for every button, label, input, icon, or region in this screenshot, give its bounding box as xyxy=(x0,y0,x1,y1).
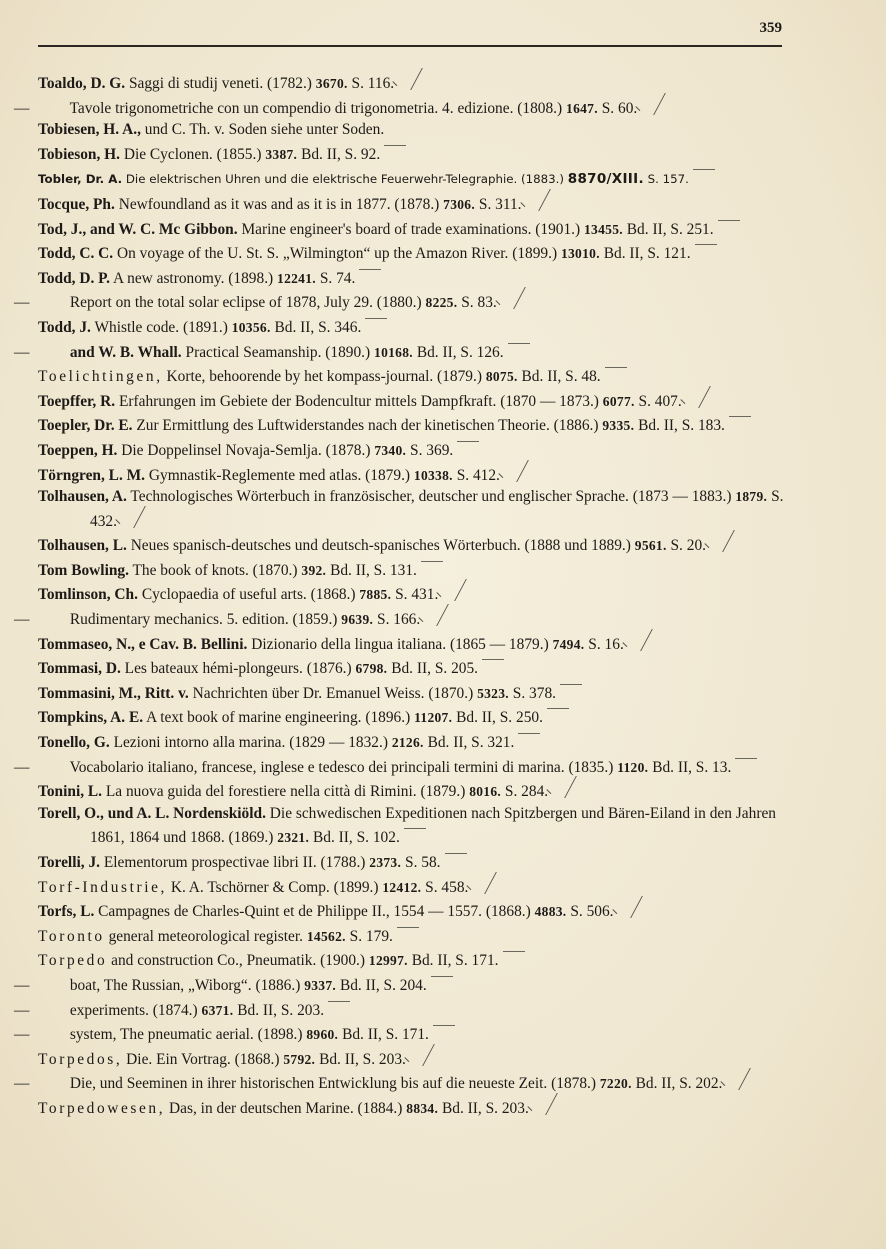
catalog-subentry xyxy=(14,339,808,364)
entry-shelf-number: 13010. xyxy=(560,246,600,262)
pencil-dash-icon xyxy=(499,947,525,965)
catalog-entry xyxy=(38,631,808,656)
entry-author: Torpedowesen, xyxy=(38,1099,166,1117)
entry-title: Die Cyclonen. (1855.) xyxy=(123,145,262,163)
entry-author: Tonello, G. xyxy=(38,734,110,752)
catalog-entry xyxy=(38,437,808,462)
entry-title: Die elektrischen Uhren und die elektrische Feuerwehr-Telegraphie. (1883.) xyxy=(125,172,565,187)
entry-title: Practical Seamanship. (1890.) xyxy=(185,343,371,361)
catalog-entry xyxy=(38,680,808,705)
entry-shelf-number: 13455. xyxy=(584,221,623,237)
entry-title: Rudimentary mechanics. 5. edition. (1859.) xyxy=(69,611,338,629)
entry-title: Campagnes de Charles-Quint et de Philippe II., 1554 — 1557. (1868.) xyxy=(98,903,531,921)
entry-page-ref: Bd. II, S. 202. xyxy=(635,1075,723,1093)
entry-title: Zur Ermittlung des Luftwiderstandes nach der kinetischen Theorie. (1886.) xyxy=(136,417,599,435)
checkmark-icon xyxy=(706,532,732,550)
entry-shelf-number: 10356. xyxy=(231,319,271,335)
checkmark-icon xyxy=(117,508,143,526)
entry-author: Tommasini, M., Ritt. v. xyxy=(38,684,189,702)
pencil-dash-icon xyxy=(543,704,569,722)
entry-author: Toelichtingen, xyxy=(38,368,163,386)
catalog-entry xyxy=(38,412,808,437)
pencil-dash-icon xyxy=(400,824,426,842)
catalog-entry xyxy=(38,532,808,557)
entry-page-ref: Bd. II, S. 346. xyxy=(274,318,362,336)
entry-title: Das, in der deutschen Marine. (1884.) xyxy=(169,1099,403,1117)
entry-title: The book of knots. (1870.) xyxy=(132,561,298,579)
pencil-dash-icon xyxy=(731,754,757,772)
entry-dash: — xyxy=(14,343,30,361)
entry-author: Tommaseo, N., e Cav. B. Bellini. xyxy=(38,635,248,653)
entry-title: boat, The Russian, „Wiborg“. (1886.) xyxy=(69,976,301,994)
entry-title: Korte, behoorende by het kompass-journal. (1879.) xyxy=(166,368,482,386)
entry-author: Tobiesen, H. A., xyxy=(38,121,141,139)
pencil-dash-icon xyxy=(478,655,504,673)
entry-author: Torell, O., und A. L. Nordenskiöld. xyxy=(38,804,266,822)
entry-title: general meteorological register. xyxy=(108,927,304,945)
checkmark-icon xyxy=(529,1095,555,1113)
entry-author: Törngren, L. M. xyxy=(38,466,146,484)
entry-title: Nachrichten über Dr. Emanuel Weiss. (1870.) xyxy=(192,684,474,702)
checkmark-icon xyxy=(624,631,650,649)
entry-page-ref: Bd. II, S. 48. xyxy=(521,368,601,386)
entry-shelf-number: 3670. xyxy=(315,76,348,91)
entry-page-ref: S. 166. xyxy=(377,611,421,629)
catalog-subentry xyxy=(14,606,808,631)
entry-page-ref: Bd. II, S. 203. xyxy=(319,1050,406,1068)
checkmark-icon xyxy=(406,1046,432,1064)
entry-page-ref: Bd. II, S. 171. xyxy=(411,952,499,970)
entry-author: Tobler, Dr. A. xyxy=(38,172,123,187)
entry-page-ref: Bd. II, S. 250. xyxy=(456,709,543,727)
pencil-dash-icon xyxy=(380,141,406,159)
entry-dash: — xyxy=(14,758,30,776)
catalog-entry xyxy=(38,655,808,680)
entry-shelf-number: 6077. xyxy=(602,393,635,409)
entry-page-ref: S. 311. xyxy=(478,195,522,213)
entry-title: Cyclopaedia of useful arts. (1868.) xyxy=(141,586,356,604)
entry-dash: — xyxy=(14,1075,30,1093)
entry-author: Torelli, J. xyxy=(38,854,100,871)
entry-title: Vocabolario italiano, francese, inglese e tedesco dei principali termini di marina. (1835.) xyxy=(69,758,614,776)
entry-shelf-number: 9561. xyxy=(634,538,667,554)
pencil-dash-icon xyxy=(355,265,381,283)
entry-title: Gymnastik-Reglemente med atlas. (1879.) xyxy=(148,466,411,484)
catalog-subentry xyxy=(14,1070,808,1095)
pencil-dash-icon xyxy=(714,216,740,234)
entry-page-ref: Bd. II, S. 126. xyxy=(416,343,504,361)
entry-author: Todd, D. P. xyxy=(38,269,111,287)
checkmark-icon xyxy=(394,70,420,88)
catalog-entry xyxy=(38,388,808,413)
page-number: 359 xyxy=(759,20,782,36)
entry-shelf-number: 392. xyxy=(301,562,327,578)
entry-page-ref: S. 83. xyxy=(461,294,497,312)
catalog-entry xyxy=(38,314,808,339)
entry-author: Tod, J., and W. C. Mc Gibbon. xyxy=(38,220,238,238)
entry-author: Tobieson, H. xyxy=(38,145,120,163)
entry-page-ref: Bd. II, S. 102. xyxy=(313,829,400,847)
entry-author: Todd, J. xyxy=(38,318,91,336)
entry-page-ref: Bd. II, S. 92. xyxy=(301,145,381,163)
entry-page-ref: S. 74. xyxy=(319,269,356,287)
entry-dash: — xyxy=(14,1026,30,1044)
entry-dash: — xyxy=(14,1001,30,1019)
entry-shelf-number: 8960. xyxy=(306,1027,339,1043)
entry-shelf-number: 7885. xyxy=(359,587,392,603)
catalog-entry xyxy=(38,874,808,899)
catalog-entry xyxy=(38,486,808,532)
entry-page-ref: S. 407. xyxy=(638,392,682,410)
entry-page-ref: Bd. II, S. 13. xyxy=(652,758,732,776)
checkmark-icon xyxy=(438,581,464,599)
entry-page-ref: Bd. II, S. 183. xyxy=(638,417,725,435)
entry-page-ref: S. 432. xyxy=(90,488,784,530)
entry-title: Die. Ein Vortrag. (1868.) xyxy=(126,1050,280,1068)
entry-shelf-number: 8225. xyxy=(425,295,458,311)
entry-author: Tompkins, A. E. xyxy=(38,709,144,727)
pencil-dash-icon xyxy=(691,240,717,258)
entry-page-ref: S. 369. xyxy=(410,441,454,459)
entry-title: Die Doppelinsel Novaja-Semlja. (1878.) xyxy=(121,441,371,459)
entry-author: Todd, C. C. xyxy=(38,245,114,263)
entry-title: Die schwedischen Expeditionen nach Spitzbergen und Bären-Eiland in den Jahren 1861, 1864 und 1868. (1869.) xyxy=(90,804,776,847)
entry-author: Tonini, L. xyxy=(38,783,103,801)
entry-title: Les bateaux hémi-plongeurs. (1876.) xyxy=(124,660,352,678)
entry-shelf-number: 8016. xyxy=(469,784,502,800)
entry-shelf-number: 5792. xyxy=(283,1051,316,1067)
entry-page-ref: Bd. II, S. 251. xyxy=(626,220,714,238)
catalog-subentry xyxy=(14,997,808,1022)
entry-shelf-number: 7306. xyxy=(443,196,476,212)
pencil-dash-icon xyxy=(429,1021,455,1039)
catalog-entry xyxy=(38,849,808,874)
entry-title: Whistle code. (1891.) xyxy=(94,318,228,336)
catalog-subentry xyxy=(14,1021,808,1046)
entry-author: Toepffer, R. xyxy=(38,392,116,410)
entry-author: and W. B. Whall. xyxy=(69,343,182,361)
entry-shelf-number: 9639. xyxy=(341,612,374,628)
entry-page-ref: Bd. II, S. 121. xyxy=(603,245,691,263)
entry-page-ref: S. 284. xyxy=(504,783,549,801)
entry-shelf-number: 5323. xyxy=(477,685,509,701)
checkmark-icon xyxy=(722,1070,748,1088)
entry-title: Dizionario della lingua italiana. (1865 — 1879.) xyxy=(251,635,549,653)
catalog-entry xyxy=(38,778,808,803)
catalog-subentry xyxy=(14,754,808,779)
entry-shelf-number: 1879. xyxy=(735,489,768,505)
entry-page-ref: S. 412. xyxy=(456,466,500,484)
entry-author: Tolhausen, A. xyxy=(38,488,127,506)
checkmark-icon xyxy=(500,462,526,480)
checkmark-icon xyxy=(497,289,523,307)
entry-shelf-number: 11207. xyxy=(414,710,453,726)
entry-shelf-number: 7340. xyxy=(374,442,407,458)
pencil-dash-icon xyxy=(324,997,350,1015)
pencil-dash-icon xyxy=(514,729,540,747)
entry-shelf-number: 7494. xyxy=(552,636,585,652)
catalog-entry xyxy=(38,191,808,216)
catalog-subentry xyxy=(14,972,808,997)
pencil-dash-icon xyxy=(453,437,479,455)
entry-title: experiments. (1874.) xyxy=(69,1001,198,1019)
checkmark-icon xyxy=(637,95,663,113)
entry-page-ref: S. 378. xyxy=(512,684,556,702)
pencil-dash-icon xyxy=(417,557,443,575)
entry-shelf-number: 9335. xyxy=(602,418,635,434)
entry-dash: — xyxy=(14,99,30,117)
catalog-entry xyxy=(38,240,808,265)
entry-author: Toepler, Dr. E. xyxy=(38,417,133,435)
checkmark-icon xyxy=(522,191,548,209)
entry-shelf-number: 4883. xyxy=(534,904,567,920)
entry-page-ref: Bd. II, S. 203. xyxy=(237,1001,325,1019)
pencil-dash-icon xyxy=(361,314,387,332)
entry-shelf-number: 8075. xyxy=(485,369,518,385)
catalog-entry xyxy=(38,1046,808,1071)
entry-title: Report on the total solar eclipse of 1878, July 29. (1880.) xyxy=(69,294,422,312)
entry-page-ref: Bd. II, S. 205. xyxy=(391,660,479,678)
catalog-entry xyxy=(38,803,808,849)
entry-title: system, The pneumatic aerial. (1898.) xyxy=(69,1026,303,1044)
entry-page-ref: S. 16. xyxy=(588,635,624,653)
entry-title: Neues spanisch-deutsches und deutsch-spanisches Wörterbuch. (1888 und 1889.) xyxy=(130,537,631,555)
entry-shelf-number: 10168. xyxy=(374,344,413,360)
catalog-entry xyxy=(38,557,808,582)
checkmark-icon xyxy=(614,898,640,916)
entry-shelf-number: 12412. xyxy=(382,879,422,895)
entry-page-ref: Bd. II, S. 204. xyxy=(339,976,427,994)
pencil-dash-icon xyxy=(601,363,627,381)
entry-shelf-number: 2321. xyxy=(277,830,310,846)
entry-author: Torpedo xyxy=(38,952,108,970)
catalog-entry xyxy=(38,165,808,191)
entry-page-ref: S. 60. xyxy=(601,99,638,117)
catalog-entry xyxy=(38,581,808,606)
entry-title: Erfahrungen im Gebiete der Bodencultur mittels Dampfkraft. (1870 — 1873.) xyxy=(118,392,599,410)
catalog-subentry xyxy=(14,289,808,314)
pencil-dash-icon xyxy=(725,412,751,430)
entry-title: Newfoundland as it was and as it is in 1877. (1878.) xyxy=(118,195,440,213)
entry-author: Toaldo, D. G. xyxy=(38,75,126,92)
entry-shelf-number: 6371. xyxy=(201,1002,234,1018)
entry-author: Tom Bowling. xyxy=(38,561,129,579)
entry-page-ref: S. 458. xyxy=(425,878,469,896)
pencil-dash-icon xyxy=(689,165,715,183)
catalog-entry xyxy=(38,704,808,729)
entry-page-ref: Bd. II, S. 321. xyxy=(427,734,515,752)
entry-page-ref: S. 157. xyxy=(647,172,689,187)
entry-author: Torpedos, xyxy=(38,1050,123,1068)
entry-dash: — xyxy=(14,611,30,629)
entry-page-ref: S. 179. xyxy=(349,927,393,945)
entry-author: Tommasi, D. xyxy=(38,660,121,678)
entry-page-ref: S. 116. xyxy=(351,75,395,92)
entry-page-ref: S. 58. xyxy=(405,854,441,871)
catalog-entry xyxy=(38,923,808,948)
entry-author: Tocque, Ph. xyxy=(38,195,115,213)
pencil-dash-icon xyxy=(504,339,530,357)
entry-page-ref: S. 20. xyxy=(670,537,706,555)
entry-page-ref: Bd. II, S. 203. xyxy=(442,1099,529,1117)
entry-author: Tomlinson, Ch. xyxy=(38,586,138,604)
entry-author: Tolhausen, L. xyxy=(38,537,127,555)
entry-title: Die, und Seeminen in ihrer historischen Entwicklung bis auf die neueste Zeit. (1878.) xyxy=(69,1075,597,1093)
entry-shelf-number: 3387. xyxy=(265,146,298,162)
entry-shelf-number: 10338. xyxy=(413,467,453,483)
entry-title: Technologisches Wörterbuch in französischer, deutscher und englischer Sprache. (1873 — 1883.) xyxy=(130,488,732,506)
entry-title: Lezioni intorno alla marina. (1829 — 1832.) xyxy=(113,734,388,752)
catalog-entry xyxy=(38,70,808,95)
entry-shelf-number: 8834. xyxy=(406,1100,439,1116)
entry-title: A text book of marine engineering. (1896.) xyxy=(146,709,411,727)
catalog-entry xyxy=(38,216,808,241)
entry-author: Torf-Industrie, xyxy=(38,878,167,896)
pencil-dash-icon xyxy=(556,680,582,698)
entry-shelf-number: 14562. xyxy=(306,928,346,944)
entry-dash: — xyxy=(14,294,30,312)
catalog-entry xyxy=(38,1095,808,1120)
entry-author: Toronto xyxy=(38,927,105,945)
entry-title: Elementorum prospectivae libri II. (1788.) xyxy=(103,854,366,871)
entry-title: A new astronomy. (1898.) xyxy=(113,269,274,287)
entry-shelf-number: 9337. xyxy=(304,977,337,993)
entry-shelf-number: 1120. xyxy=(617,759,649,775)
entry-title: Saggi di studij veneti. (1782.) xyxy=(128,75,312,92)
checkmark-icon xyxy=(548,778,574,796)
checkmark-icon xyxy=(468,874,494,892)
entry-page-ref: Bd. II, S. 131. xyxy=(330,561,417,579)
catalog-entry xyxy=(38,729,808,754)
entry-page-ref: S. 506. xyxy=(570,903,614,921)
header-rule xyxy=(38,45,782,47)
entry-page-ref: S. 431. xyxy=(395,586,439,604)
entry-title: On voyage of the U. St. S. „Wilmington“ up the Amazon River. (1899.) xyxy=(117,245,558,263)
pencil-dash-icon xyxy=(441,849,467,867)
catalog-entry xyxy=(38,141,808,166)
pencil-dash-icon xyxy=(427,972,453,990)
catalog-entry xyxy=(38,363,808,388)
catalog-entry xyxy=(38,265,808,290)
pencil-dash-icon xyxy=(393,923,419,941)
entry-list xyxy=(14,70,808,1120)
entry-shelf-number: 7220. xyxy=(599,1076,632,1092)
catalog-entry xyxy=(38,947,808,972)
entry-shelf-number: 2126. xyxy=(391,735,424,751)
entry-shelf-number: 2373. xyxy=(369,855,402,870)
entry-title: La nuova guida del forestiere nella città di Rimini. (1879.) xyxy=(105,783,466,801)
catalog-entry xyxy=(38,462,808,487)
catalog-entry xyxy=(38,119,808,141)
entry-shelf-number: 12241. xyxy=(277,270,316,286)
entry-dash: — xyxy=(14,976,30,994)
checkmark-icon xyxy=(420,606,446,624)
entry-title: und C. Th. v. Soden siehe unter Soden. xyxy=(144,121,385,139)
catalog-entry xyxy=(38,898,808,923)
entry-title: K. A. Tschörner & Comp. (1899.) xyxy=(170,878,379,896)
entry-title: and construction Co., Pneumatik. (1900.) xyxy=(111,952,366,970)
entry-page-ref: Bd. II, S. 171. xyxy=(342,1026,429,1044)
entry-author: Torfs, L. xyxy=(38,903,95,921)
entry-title: Marine engineer's board of trade examinations. (1901.) xyxy=(241,220,581,238)
entry-shelf-number: 8870/XIII. xyxy=(567,171,644,188)
entry-title: Tavole trigonometriche con un compendio di trigonometria. 4. edizione. (1808.) xyxy=(69,99,563,117)
checkmark-icon xyxy=(682,388,708,406)
entry-shelf-number: 12997. xyxy=(368,953,408,969)
entry-author: Toeppen, H. xyxy=(38,441,118,459)
entry-shelf-number: 1647. xyxy=(566,100,598,116)
catalog-subentry xyxy=(14,95,808,120)
entry-shelf-number: 6798. xyxy=(355,661,388,677)
